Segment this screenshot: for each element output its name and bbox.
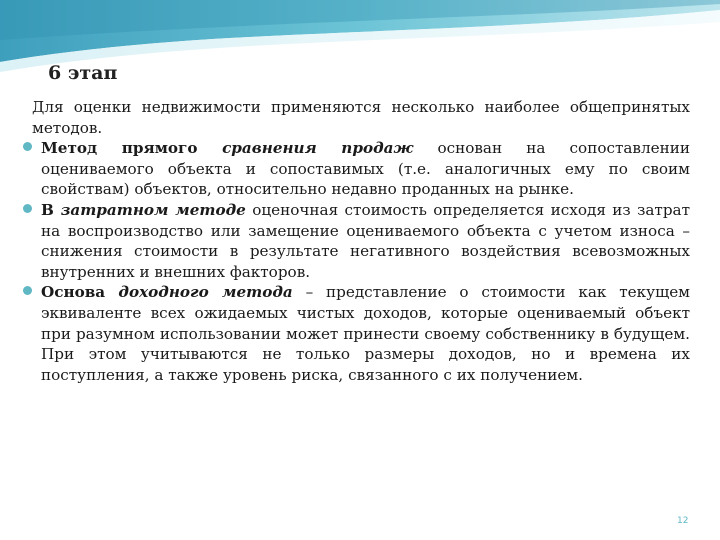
bullet-text: оценочная стоимость определяется исходя из затрат на воспроизводство или замещение оцениваемого объекта с учетом износа – снижения стоимости в результате негативного воздействия всевозможных внутренних и внешних факторов. [41,200,690,281]
bullet-text: основан на сопоставлении оцениваемого объекта и сопоставимых (т.е. аналогичных ему по своим свойствам) объектов, относительно недавно проданных на рынке. [41,139,690,199]
slide-title: 6 этап [48,62,118,84]
bullet-lead: Метод прямого [41,139,223,158]
bullet-cost-method [22,200,690,282]
bullet-income-method [22,282,690,385]
bullet-term: доходного метода [118,283,293,302]
bullet-dot-icon [23,286,32,295]
bullet-lead: В [41,200,61,219]
bullet-term: затратном методе [60,200,246,219]
bullet-term: сравнения продаж [222,139,414,158]
slide-body [22,97,690,385]
bullet-text: – представление о стоимости как текущем эквиваленте всех ожидаемых чистых доходов, которые оцениваемый объект при разумном использовании может принести своему собственнику в будущем. При этом учитываются не только размеры доходов, но и времена их поступления, а также уровень риска, связанного с их получением. [41,283,690,384]
bullet-comparative-method [22,138,690,200]
bullet-dot-icon [23,142,32,151]
bullet-dot-icon [23,204,32,213]
intro-text: Для оценки недвижимости применяются несколько наиболее общепринятых методов. [32,98,690,137]
bullet-lead: Основа [41,283,119,302]
intro-paragraph [22,97,690,138]
page-number: 12 [677,516,689,526]
